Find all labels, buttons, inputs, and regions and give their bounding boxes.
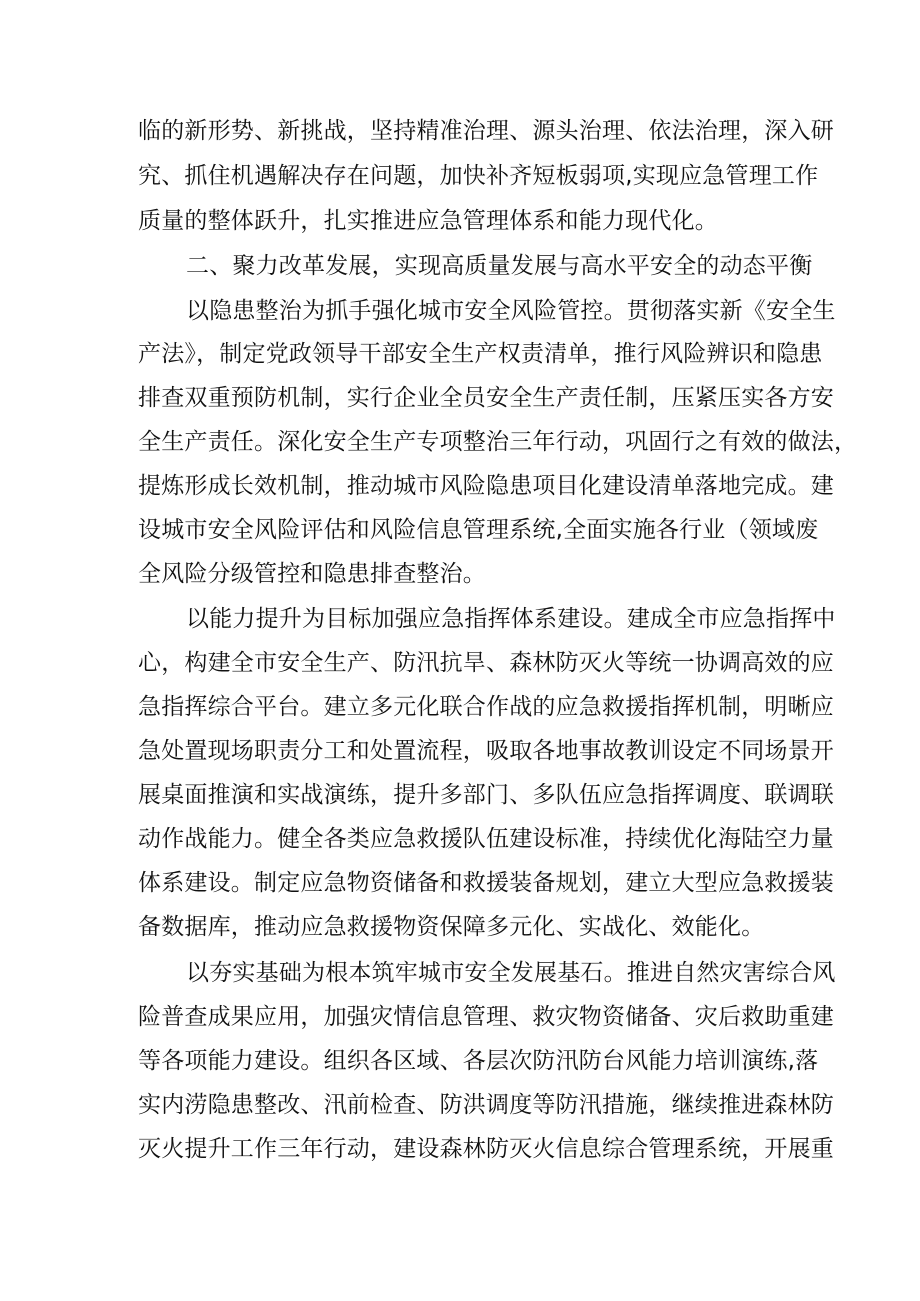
text-line: 灭火提升工作三年行动，建设森林防灭火信息综合管理系统，开展重 bbox=[138, 1136, 834, 1162]
text-line: 实内涝隐患整改、汛前检查、防洪调度等防汛措施，继续推进森林防 bbox=[138, 1092, 834, 1118]
text-line: 险普查成果应用，加强灾情信息管理、救灾物资储备、灾后救助重建 bbox=[138, 1004, 834, 1030]
text-line: 临的新形势、新挑战，坚持精准治理、源头治理、依法治理，深入研 bbox=[138, 118, 834, 144]
paragraph-first-line: 以隐患整治为抓手强化城市安全风险管控。贯彻落实新《安全生 bbox=[186, 298, 836, 324]
text-line: 排查双重预防机制，实行企业全员安全生产责任制，压紧压实各方安 bbox=[138, 385, 834, 411]
text-line: 提炼形成长效机制，推动城市风险隐患项目化建设清单落地完成。建 bbox=[138, 473, 834, 499]
text-line: 产法》，制定党政领导干部安全生产权责清单，推行风险辨识和隐患 bbox=[138, 341, 823, 367]
text-line: 心，构建全市安全生产、防汛抗旱、森林防灭火等统一协调高效的应 bbox=[138, 650, 834, 676]
text-line: 动作战能力。健全各类应急救援队伍建设标准，持续优化海陆空力量 bbox=[138, 826, 834, 852]
text-line: 体系建设。制定应急物资储备和救援装备规划，建立大型应急救援装 bbox=[138, 870, 834, 896]
section-heading: 二、聚力改革发展，实现高质量发展与高水平安全的动态平衡 bbox=[186, 253, 813, 279]
text-line: 展桌面推演和实战演练，提升多部门、多队伍应急指挥调度、联调联 bbox=[138, 782, 834, 808]
text-line: 等各项能力建设。组织各区域、各层次防汛防台风能力培训演练,落 bbox=[138, 1048, 819, 1074]
text-line: 急指挥综合平台。建立多元化联合作战的应急救援指挥机制，明晰应 bbox=[138, 694, 834, 720]
text-line: 急处置现场职责分工和处置流程，吸取各地事故教训设定不同场景开 bbox=[138, 738, 834, 764]
text-line: 质量的整体跃升，扎实推进应急管理体系和能力现代化。 bbox=[138, 208, 718, 234]
paragraph-first-line: 以夯实基础为根本筑牢城市安全发展基石。推进自然灾害综合风 bbox=[186, 960, 836, 986]
text-line: 备数据库，推动应急救援物资保障多元化、实战化、效能化。 bbox=[138, 914, 765, 940]
text-line: 全生产责任。深化安全生产专项整治三年行动，巩固行之有效的做法， bbox=[138, 429, 858, 455]
text-line: 究、抓住机遇解决存在问题，加快补齐短板弱项,实现应急管理工作 bbox=[138, 163, 819, 189]
paragraph-first-line: 以能力提升为目标加强应急指挥体系建设。建成全市应急指挥中 bbox=[186, 606, 836, 632]
text-line: 全风险分级管控和隐患排查整治。 bbox=[138, 561, 486, 587]
text-line: 设城市安全风险评估和风险信息管理系统,全面实施各行业（领域废 bbox=[138, 517, 819, 543]
